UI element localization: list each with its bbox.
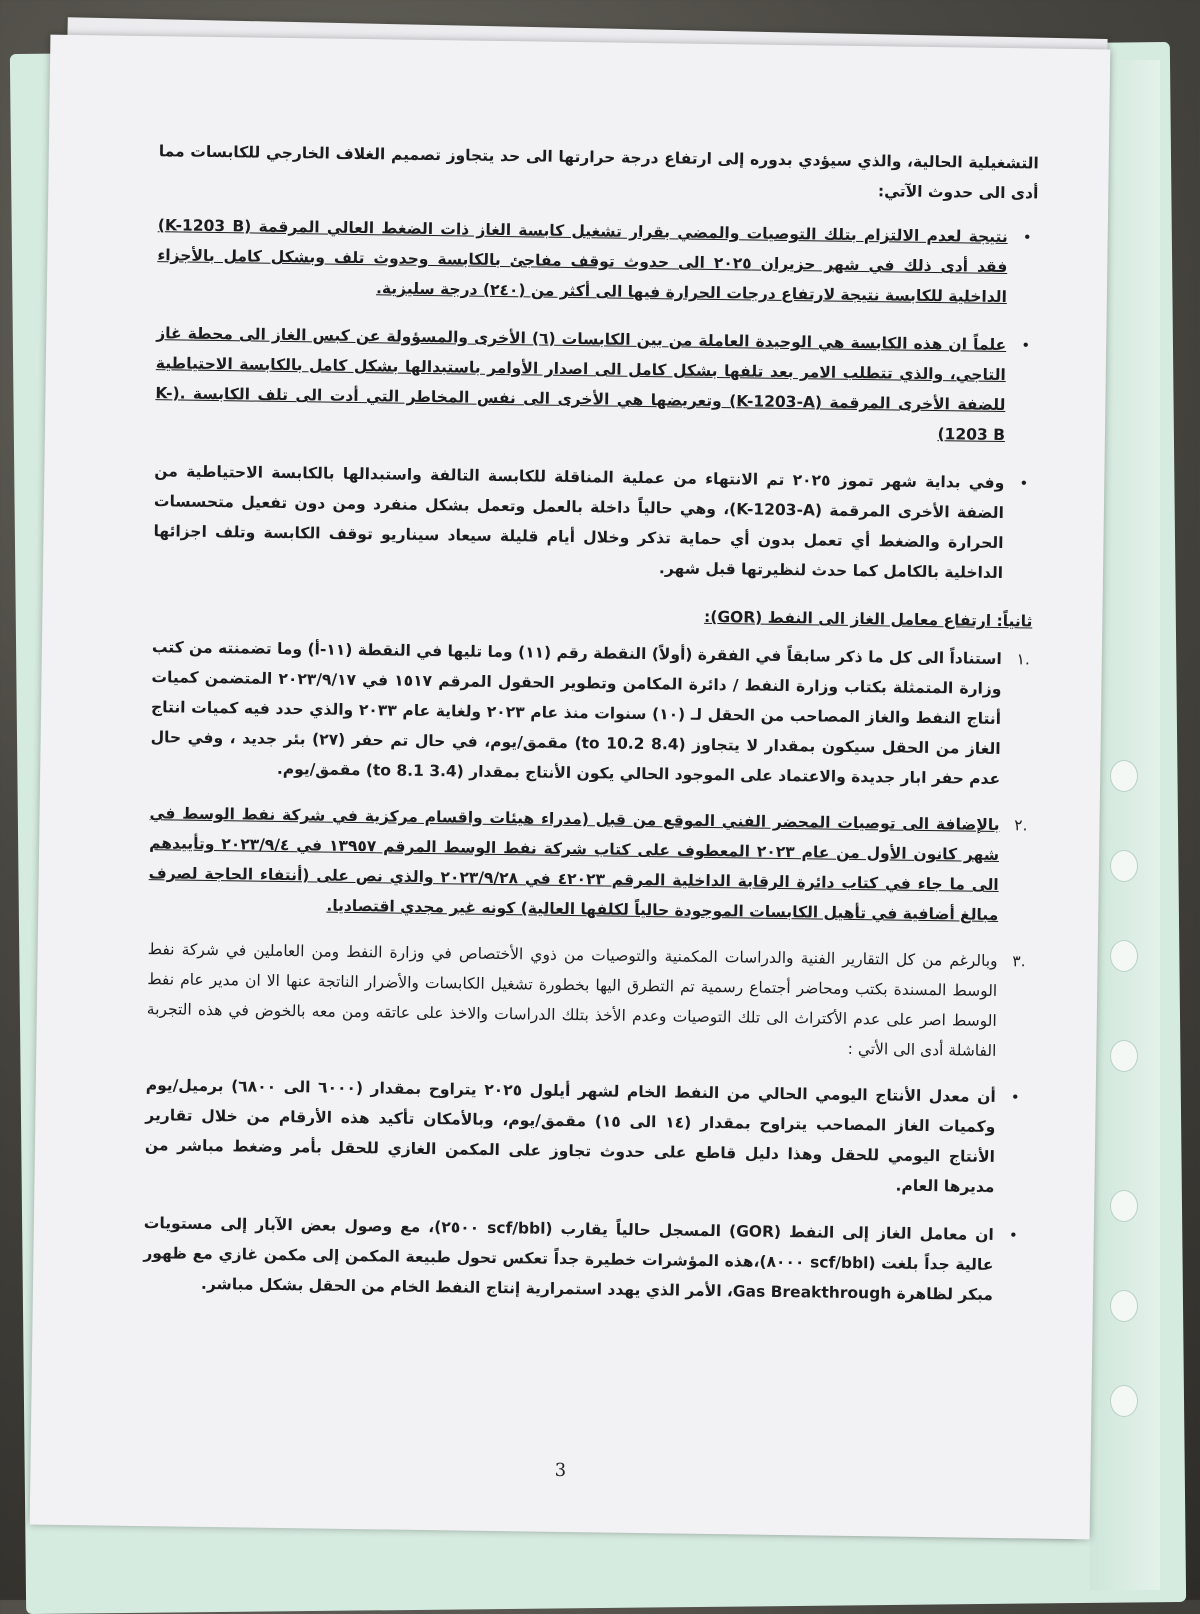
item-text: استناداً الى كل ما ذكر سابقاً في الفقرة (أولاً) النقطة رقم (١١) وما تليها في النقطة (١١-أ) وما تضمنته من كتب وزارة المتمثلة بكتاب وزارة النفط / دائرة المكامن وتطوير الحقول المرقم ١٥١٧ في ٢٠٢٣/٩/١٧ المتضمن كميات أنتاج النفط والغاز المصاحب من الحقل لـ (١٠) سنوات منذ عام ٢٠٢٣ ولغاية عام ٢٠٣٣ والذي حدد فيه كميات انتاج الغاز من الحقل سيكون بمقدار لا يتجاوز (8.4 to 10.2) مقمق/يوم، في حال تم حفر (٢٧) بئر جديد ، وفي حال عدم حفر ابار جديدة والاعتماد على الموجود الحالي يكون الأنتاج بمقدار (3.4 to 8.1) مقمق/يوم. bbox=[150, 638, 1002, 789]
punch-hole bbox=[1110, 760, 1138, 792]
numbered-item bbox=[148, 798, 1030, 930]
bullet-dot-icon: • bbox=[1010, 1088, 1020, 1107]
bullet-text: وفي بداية شهر تموز ٢٠٢٥ تم الانتهاء من عملية المناقلة للكابسة التالفة واستبدالها بالكابسة الاحتياطية من الضفة الأخرى المرقمة (K-1203-A)، وهي حالياً داخلة بالعمل وتعمل بشكل منفرد ومن دون تفعيل متحسسات الحرارة والضغط أي تعمل بدون أي حماية تذكر وخلال أيام قليلة سيعاد سيناريو توقف الكابسة وتلف اجزائها الداخلية بالكامل كما حدث لنظيرتها قبل شهر. bbox=[153, 462, 1005, 583]
bullet-item bbox=[155, 318, 1037, 450]
bullet-text: نتيجة لعدم الالتزام بتلك التوصيات والمضي بقرار تشغيل كابسة الغاز ذات الضغط العالي المرقمة (K-1203 B) فقد أدى ذلك في شهر حزيران ٢٠٢٥ الى حدوث توقف مفاجئ بالكابسة وحدوث تلف وبشكل كامل بالأجزاء الداخلية للكابسة نتيجة لارتفاع درجات الحرارة فيها الى أكثر من (٢٤٠) درجة سليزية. bbox=[157, 216, 1008, 307]
bullet-item bbox=[143, 1208, 1024, 1310]
item-number: .٣ bbox=[1012, 952, 1026, 971]
bullet-text: ان معامل الغاز إلى النفط (GOR) المسجل حالياً يقارب (scf/bbl ٢٥٠٠)، مع وصول بعض الآبار إلى مستويات عالية جداً بلغت (scf/bbl ٨٠٠٠)،هذه المؤشرات خطيرة جداً تعكس تحول طبيعة المكمن إلى مكمن غازي مع ظهور مبكر لظاهرة Gas Breakthrough، الأمر الذي يهدد استمرارية إنتاج النفط الخام من الحقل بشكل مباشر. bbox=[143, 1214, 994, 1304]
document-body bbox=[143, 136, 1039, 1328]
item-text: وبالرغم من كل التقارير الفنية والدراسات المكمنية والتوصيات من ذوي الأختصاص في وزارة النفط ومن العاملين في شركة نفط الوسط المسندة بكتب ومحاضر أجتماع رسمية تم التطرق اليها بخطورة تشغيل الكابسات والأضرار الناتجة عنها الا ان مدير عام نفط الوسط اصر على عدم الأكتراث الى تلك التوصيات وعدم الأخذ بتلك الدراسات والاخذ على عاتقه ومن معه بالخوض في هذه التجربة الفاشلة أدى الى الأتي : bbox=[146, 940, 998, 1060]
punch-hole bbox=[1110, 1385, 1138, 1417]
punch-hole bbox=[1110, 850, 1138, 882]
bullet-dot-icon: • bbox=[1021, 336, 1031, 355]
bullet-item bbox=[144, 1070, 1026, 1202]
bullet-item bbox=[157, 210, 1038, 312]
section-heading: ثانياً: ارتفاع معامل الغاز الى النفط (GOR): bbox=[703, 607, 1033, 631]
bullet-item bbox=[153, 456, 1035, 588]
numbered-item bbox=[150, 632, 1032, 794]
bullet-dot-icon: • bbox=[1008, 1226, 1018, 1245]
item-number: .٢ bbox=[1014, 816, 1028, 835]
document-page bbox=[30, 35, 1111, 1540]
numbered-item bbox=[146, 934, 1028, 1066]
intro-paragraph: التشغيلية الحالية، والذي سيؤدي بدوره إلى ارتفاع درجة حرارتها الى حد يتجاوز تصميم الغلاف الخارجي للكابسات مما أدى الى حدوث الآتي: bbox=[158, 142, 1039, 203]
punch-hole bbox=[1110, 1290, 1138, 1322]
bullet-text: أن معدل الأنتاج اليومي الحالي من النفط الخام لشهر أيلول ٢٠٢٥ يتراوح بمقدار (٦٠٠٠ الى ٦٨٠٠) برميل/يوم وكميات الغاز المصاحب يتراوح بمقدار (١٤ الى ١٥) مقمق/يوم، وبالأمكان تأكيد هذه الأرقام من خلال تقارير الأنتاج اليومي للحقل وهذا دليل قاطع على حدوث تجاوز على المكمن الغازي للحقل بأمر وضغط مباشر من مديرها العام. bbox=[144, 1076, 996, 1196]
punch-hole bbox=[1110, 940, 1138, 972]
bullet-text: علماً ان هذه الكابسة هي الوحيدة العاملة من بين الكابسات (٦) الأخرى والمسؤولة عن كبس الغاز الى محطة غاز التاجي، والذي تتطلب الامر بعد تلفها بشكل كامل الى اصدار الأوامر باستبدالها بشكل كامل بالكابسة الاحتياطية للضفة الأخرى المرقمة (K-1203-A) وتعريضها هي الأخرى الى نفس المخاطر التي أدت الى تلف الكابسة .(K-1203 B) bbox=[155, 324, 1007, 445]
punch-hole bbox=[1110, 1040, 1138, 1072]
bullet-dot-icon: • bbox=[1022, 228, 1032, 247]
item-text: بالإضافة الى توصيات المحضر الفني الموقع من قبل (مدراء هيئات واقسام مركزية في شركة نفط الوسط في شهر كانون الأول من عام ٢٠٢٣ المعطوف على كتاب شركة نفط الوسط المرقم ١٣٩٥٧ في ٢٠٢٣/٩/٤ وتأييدهم الى ما جاء في كتاب دائرة الرقابة الداخلية المرقم ٤٢٠٢٣ في ٢٠٢٣/٩/٢٨ والذي نص على (أنتفاء الحاجة لصرف مبالغ أضافية في تأهيل الكابسات الموجودة حالياً لكلفها العالية) كونه غير مجدي اقتصاديا. bbox=[148, 804, 1000, 924]
punch-hole bbox=[1110, 1190, 1138, 1222]
bullet-dot-icon: • bbox=[1019, 474, 1029, 493]
page-number: 3 bbox=[554, 1459, 567, 1482]
item-number: .١ bbox=[1016, 650, 1030, 669]
